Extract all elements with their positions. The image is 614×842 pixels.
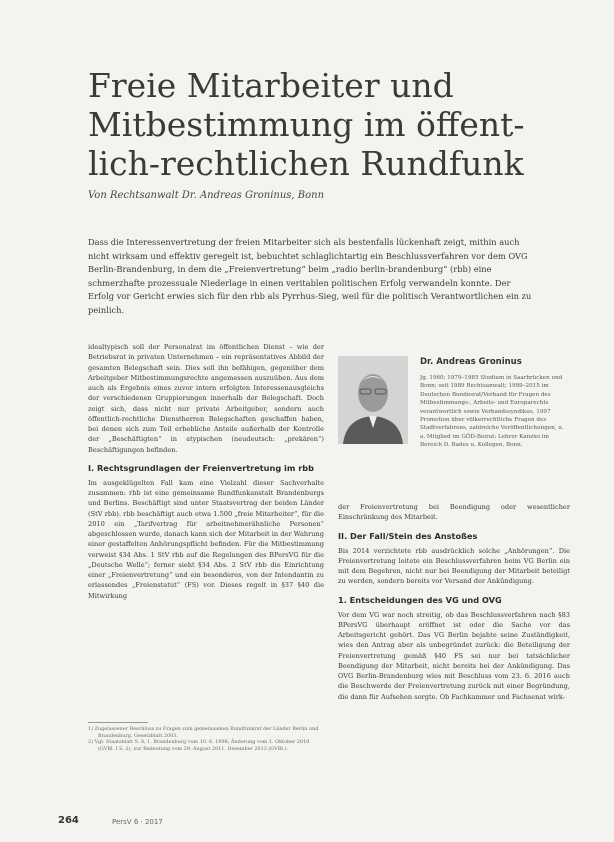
section-2-text: Bis 2014 verzichtete rbb ausdrücklich solche „Anhörungen“. Die Freienvertretung leitete ein Beschlussverfahren beim VG Berlin ein mit dem Begehren, nicht nur bei Beendigung der Mitarbeit beteiligt zu werden, sondern bereits vor Versand der Ankündigung. [338, 546, 570, 586]
section-heading-3: 1. Entscheidungen des VG und OVG [338, 594, 502, 605]
journal-name: PersV 6 · 2017 [112, 818, 163, 826]
left-column [88, 342, 324, 601]
author-portrait-icon [338, 356, 408, 444]
page-number: 264 [58, 815, 79, 826]
section-1-text: Im ausgeklügelten Fall kam eine Vielzahl dieser Sachverhalte zusammen: rbb ist eine gemeinsame Rundfunkanstalt Brandenburgs und Berlins. Beschäftigt sind unter Staatsvertrag der beiden Länder (StV rbb). rbb beschäftigt auch etwa 1.500 „freie Mitarbeiter“, für die 2010 ein „Tarifvertrag für arbeitnehmerähnliche Personen“ abgeschlossen wurde, danach kann sich der Mitarbeit in der Wahrung einer gestaffelten Anhörungspflicht befinden. Für die Mitbestimmung verweist §34 Abs. 1 StV rbb auf die Regelungen des BPersVG für die „Deutsche Welle“; ferner sieht §34 Abs. 2 StV rbb die Einrichtung einer „Freienvertretung“ und ein besonderes, von der Intendantin zu erlassendes „Freienstatut“ (FS) vor. Dieses regelt in §37 §40 die Mitwirkung [88, 478, 324, 600]
footnote: 1) Zugelassener Beschluss zu Fragen zum gemeinsamen Rundfunkrat der Länder Berlin und Brandenburg. Gesetzblatt 2003. [88, 726, 319, 739]
footnote: 2) Vgl. Staatsblatt S. 8, 1. Brandenburg vom 10. 6. 1998; Änderung vom 1. Oktober 2010 (GVBl. I S. 2), zur Bedeutung vom 29. August 2011, Dezember 2013 (GVBl.). [88, 739, 310, 752]
right-column [338, 502, 570, 702]
lead-paragraph: Dass die Interessenvertretung der freien Mitarbeiter sich als bestenfalls lückenhaft zeigt, mithin auch nicht wirksam und effektiv geregelt ist, bebuchtet schlaglichtartig ein Beschlussverfahren vor dem OVG Berlin-Brandenburg, in dem die „Freienvertretung“ beim „radio berlin-brandenburg“ (rbb) eine schmerzhafte prozessuale Niederlage in einen veritablen politischen Erfolg verwandeln konnte. Der Erfolg vor Gericht erwies sich für den rbb als Pyrrhus-Sieg, weil für die politisch Verantwortlichen ein zu peinlich. [88, 237, 532, 315]
author-name: Dr. Andreas Groninus [420, 357, 522, 367]
section-3-text: Vor dem VG war noch streitig, ob das Beschlussverfahren nach §83 BPersVG überhaupt eröffnet ist oder die Sache vor das Arbeitsgericht gehört. Das VG Berlin bejahte seine Zuständigkeit, wies den Antrag aber als unbegründet zurück: die Beteiligung der Freienvertretung gemäß §40 FS sei nur bei tatsächlicher Beendigung der Mitarbeit, nicht bereits bei der Ankündigung. Das OVG Berlin-Brandenburg wies mit Beschluss vom 23. 6. 2016 auch die Beschwerde der Freienvertretung zurück mit einer Begründung, die dann für Aufsehen sorgte. Ob Fachkammer und Fachsenat wirk- [338, 610, 570, 701]
section-heading-1: I. Rechtsgrundlagen der Freienvertretung im rbb [88, 462, 314, 473]
author-photo [338, 356, 408, 444]
intro-paragraph: idealtypisch soll der Personalrat im öffentlichen Dienst – wie der Betriebsrat in privaten Unternehmen – ein repräsentatives Abbild der gesamten Belegschaft sein. Dies soll ihn befähigen, gegenüber dem Arbeitgeber Mitbestimmungsrechte angemessen auszuüben. Aus dem auch als Ergebnis eines zuvor intern erfolgten Interessenausgleichs der verschiedenen Gruppierungen innerhalb der Belegschaft. Doch zeigt sich, dass nicht nur private Arbeitgeber, sondern auch öffentlich-rechtliche Dienstherren Belegschaften geschaffen haben, bei denen sich zum Teil erhebliche Anteile außerhalb der Kontrolle der „Beschäftigten“ in atypischen (neudeutsch: „prekären“) Beschäftigungen befinden. [88, 343, 324, 454]
continued-paragraph: der Freienvertretung bei Beendigung oder wesentlicher Einschränkung des Mitarbeit. [338, 503, 570, 522]
footnotes [88, 726, 324, 752]
byline: Von Rechtsanwalt Dr. Andreas Groninus, Bonn [88, 190, 325, 201]
section-heading-2: II. Der Fall/Stein des Anstoßes [338, 530, 478, 541]
author-bio: Jg. 1960; 1979–1985 Studium in Saarbrücken und Bonn; seit 1989 Rechtsanwalt; 1989–2015 im Deutschen Bundesrat/Verband für Fragen des Mitbestimmungs-, Arbeits- und Europarechts verantwortlich sowie Verbandssyndikus, 1997 Promotion über völkerrechtliche Fragen des Stadtverfahrens, zahlreiche Veröffentlichungen, u. a. Mitglied im GÖD-Beirat; Lehrer Kanzlei im Bereich D. Bades u. Kollegen, Bonn. [420, 375, 564, 449]
footnote-divider [88, 722, 148, 723]
article-title: Freie Mitarbeiter und Mitbestimmung im öffent-lich-rechtlichen Rundfunk [88, 66, 525, 183]
